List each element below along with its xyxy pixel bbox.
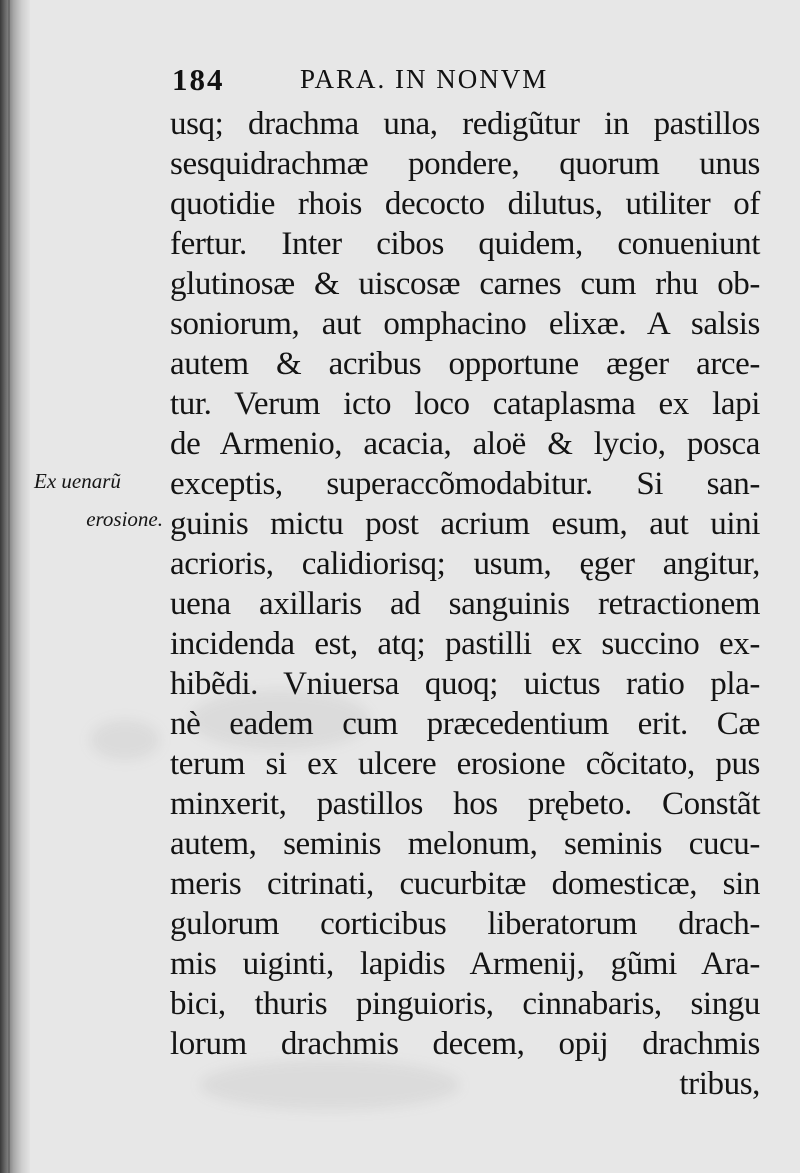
text-line: usq; drachma una, redigũtur in pastillos [170,106,760,142]
text-line: autem, seminis melonum, seminis cucu- [170,826,760,862]
marginal-note-line: Ex uenarũ [34,469,121,493]
text-line: acrioris, calidiorisq; usum, ęger angitur, [170,546,760,582]
text-line: sesquidrachmæ pondere, quorum unus [170,146,760,182]
page-gutter [0,0,30,1173]
running-head: PARA. IN NONVM [300,64,549,94]
text-line: tur. Verum icto loco cataplasma ex lapi [170,386,760,422]
text-line: autem & acribus opportune æger arce- [170,346,760,382]
text-line: hibẽdi. Vniuersa quoq; uictus ratio pla- [170,666,760,702]
text-line: exceptis, superaccõmodabitur. Si san- [170,466,760,502]
text-line: minxerit, pastillos hos prębeto. Constãt [170,786,760,822]
text-line: gulorum corticibus liberatorum drach- [170,906,760,942]
gutter-edge [8,0,10,1173]
text-line: meris citrinati, cucurbitæ domesticæ, sin [170,866,760,902]
text-line: guinis mictu post acrium esum, aut uini [170,506,760,542]
text-line: mis uiginti, lapidis Armenij, gũmi Ara- [170,946,760,982]
text-line: bici, thuris pinguioris, cinnabaris, singu [170,986,760,1022]
text-line: nè eadem cum præcedentium erit. Cæ [170,706,760,742]
text-line: quotidie rhois decocto dilutus, utiliter of [170,186,760,222]
text-line: lorum drachmis decem, opij drachmis [170,1026,760,1062]
page-number: 184 [172,62,225,97]
marginal-note-line: erosione. [86,507,163,531]
body-text [170,104,760,1104]
bleed-through-smudge [90,720,160,760]
text-line: incidenda est, atq; pastilli ex succino ex- [170,626,760,662]
text-line: uena axillaris ad sanguinis retractionem [170,586,760,622]
catchword: tribus, [679,1066,760,1102]
text-line: terum si ex ulcere erosione cõcitato, pus [170,746,760,782]
marginal-note [34,462,169,538]
text-line: de Armenio, acacia, aloë & lycio, posca [170,426,760,462]
text-line: glutinosæ & uiscosæ carnes cum rhu ob- [170,266,760,302]
text-line: soniorum, aut omphacino elixæ. A salsis [170,306,760,342]
text-line: fertur. Inter cibos quidem, conueniunt [170,226,760,262]
